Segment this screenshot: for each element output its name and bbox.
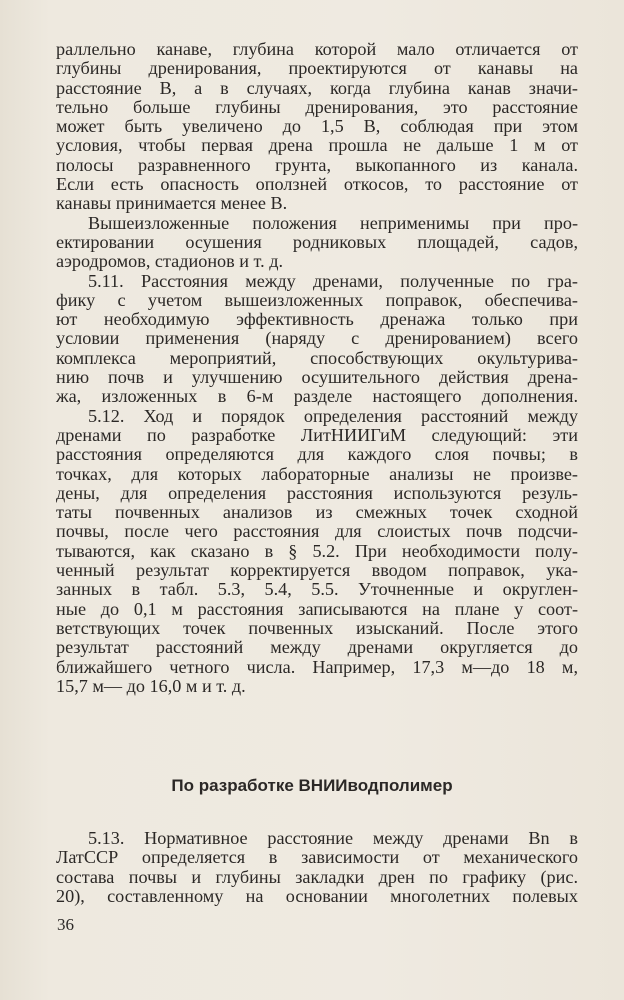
text-line: точках, для которых лабораторные анализы не произве-	[56, 463, 578, 484]
text-line: жа, изложенных в 6-м разделе настоящего дополнения.	[56, 386, 578, 407]
text-line: дренами по разработке ЛитНИИГиМ следующий: эти	[56, 424, 578, 445]
text-line: аэродромов, стадионов и т. д.	[56, 251, 284, 272]
text-line: нию почв и улучшению осушительного действия дрена-	[56, 367, 578, 388]
text-line: ют необходимую эффективность дренажа только при	[56, 309, 578, 330]
text-line: раллельно канаве, глубина которой мало отличается от	[56, 39, 578, 59]
text-line: Вышеизложенные положения неприменимы при про-	[88, 212, 578, 233]
page-number: 36	[57, 915, 74, 934]
text-line: 15,7 м— до 16,0 м и т. д.	[56, 675, 246, 696]
body-text-block	[56, 40, 578, 696]
section-heading: По разработке ВНИИводполимер	[171, 776, 453, 795]
text-line: таты почвенных анализов из смежных точек сходной	[56, 502, 578, 523]
text-line: тываются, как сказано в § 5.2. При необходимости полу-	[56, 540, 578, 561]
text-line: полосы разравненного грунта, выкопанного из канала.	[56, 154, 578, 175]
text-line: Если есть опасность оползней откосов, то расстояние от	[56, 174, 578, 195]
text-line: канавы принимается менее B.	[56, 193, 288, 214]
text-line: почвы, после чего расстояния для слоистых почв подсчи-	[56, 521, 578, 542]
text-line: расстояния определяются для каждого слоя почвы; в	[56, 444, 578, 465]
text-line: состава почвы и глубины закладки дрен по графику (рис.	[56, 866, 578, 887]
text-line: фику с учетом вышеизложенных поправок, обеспечива-	[56, 289, 578, 310]
text-line: 5.11. Расстояния между дренами, полученные по гра-	[88, 270, 578, 291]
text-line: 5.12. Ход и порядок определения расстояний между	[88, 405, 578, 426]
text-line: ветствующих точек почвенных изысканий. После этого	[56, 617, 578, 638]
text-line: ЛатССР определяется в зависимости от механического	[56, 847, 578, 868]
text-line: ченный результат корректируется вводом поправок, ука-	[56, 560, 578, 581]
text-line: условии применения (наряду с дренированием) всего	[56, 328, 578, 349]
text-line: дены, для определения расстояния используются резуль-	[56, 482, 578, 503]
text-line: ектировании осушения родниковых площадей, садов,	[56, 231, 578, 252]
text-line: ближайшего четного числа. Например, 17,3 м—до 18 м,	[56, 656, 578, 677]
text-line: глубины дренирования, проектируются от канавы на	[56, 58, 578, 79]
body-text-block-2	[56, 829, 578, 906]
text-line: ные до 0,1 м расстояния записываются на плане у соот-	[56, 598, 578, 619]
text-line: тельно больше глубины дренирования, это расстояние	[56, 96, 578, 117]
text-line: занных в табл. 5.3, 5.4, 5.5. Уточненные и округлен-	[56, 579, 578, 600]
text-line: 20), составленному на основании многолетних полевых	[56, 885, 578, 906]
text-line: 5.13. Нормативное расстояние между дренами Bn в	[88, 828, 578, 848]
text-line: результат расстояний между дренами округляется до	[56, 637, 578, 658]
text-line: условия, чтобы первая дрена прошла не дальше 1 м от	[56, 135, 578, 156]
text-line: может быть увеличено до 1,5 B, соблюдая при этом	[56, 116, 578, 137]
text-line: комплекса мероприятий, способствующих окультурива-	[56, 347, 578, 368]
text-line: расстояние B, а в случаях, когда глубина канав значи-	[56, 77, 578, 98]
